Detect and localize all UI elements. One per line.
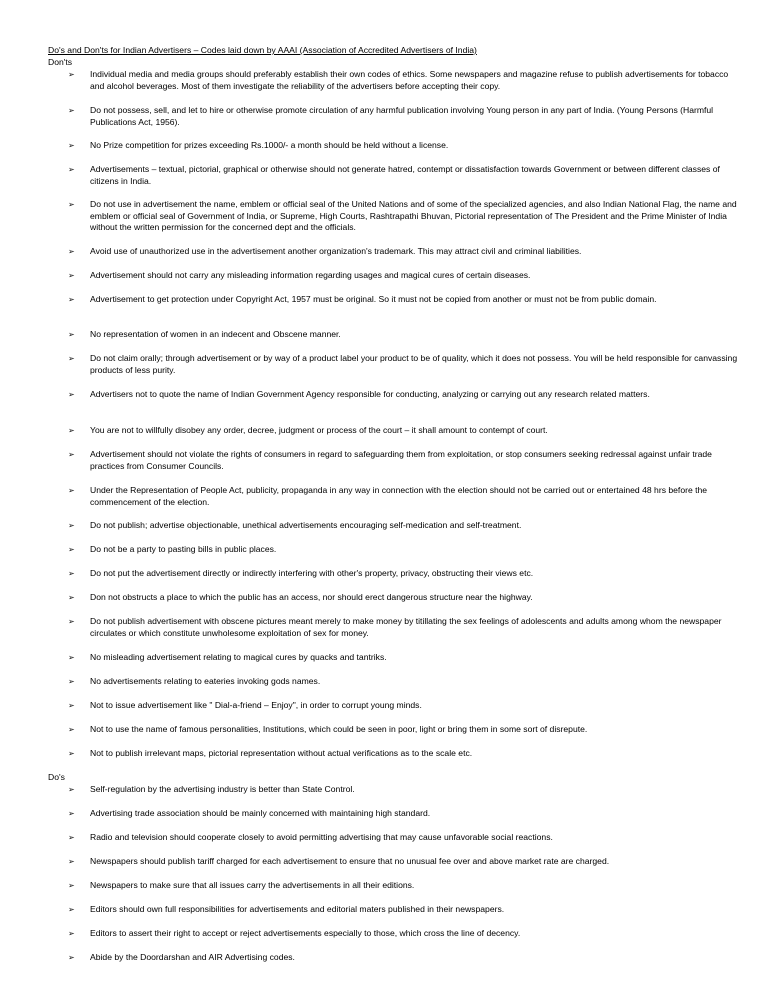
- donts-item-text: Individual media and media groups should preferably establish their own codes of ethics. Some newspapers and magazine refuse to publish advertisements for tobacco and alcohol beverages. Most of them investigate the reliability of the advertisers before accepting their copy.: [90, 69, 729, 91]
- donts-item: [68, 294, 738, 306]
- donts-item-text: Advertisements – textual, pictorial, graphical or otherwise should not generate hatred, contempt or dissatisfaction towards Government or between different classes of citizens in India.: [90, 164, 720, 186]
- donts-item: [68, 246, 738, 258]
- donts-item: [68, 425, 738, 437]
- dos-item-text: Newspapers to make sure that all issues carry the advertisements in all their editions.: [90, 880, 415, 890]
- arrow-bullet-icon: ➢: [68, 450, 75, 459]
- arrow-bullet-icon: ➢: [68, 545, 75, 554]
- arrow-bullet-icon: ➢: [68, 390, 75, 399]
- donts-item-text: No misleading advertisement relating to magical cures by quacks and tantriks.: [90, 652, 387, 662]
- arrow-bullet-icon: ➢: [68, 486, 75, 495]
- arrow-bullet-icon: ➢: [68, 725, 75, 734]
- donts-item-text: You are not to willfully disobey any order, decree, judgment or process of the court – it shall amount to contempt of court.: [90, 425, 548, 435]
- arrow-bullet-icon: ➢: [68, 354, 75, 363]
- arrow-bullet-icon: ➢: [68, 809, 75, 818]
- donts-item-text: Do not claim orally; through advertisement or by way of a product label your product to be of quality, which it does not possess. You will be held responsible for canvassing products of less purity.: [90, 353, 738, 375]
- donts-item-text: Do not put the advertisement directly or indirectly interfering with other's property, privacy, obstructing their views etc.: [90, 568, 534, 578]
- arrow-bullet-icon: ➢: [68, 165, 75, 174]
- donts-item: [68, 69, 738, 92]
- dos-item-text: Editors to assert their right to accept or reject advertisements especially to those, which cross the line of decency.: [90, 928, 521, 938]
- donts-item: [68, 270, 738, 282]
- donts-item-text: Not to publish irrelevant maps, pictorial representation without actual verifications as to the scale etc.: [90, 748, 473, 758]
- arrow-bullet-icon: ➢: [68, 653, 75, 662]
- arrow-bullet-icon: ➢: [68, 677, 75, 686]
- donts-item-text: Do not possess, sell, and let to hire or otherwise promote circulation of any harmful publication involving Young person in any part of India. (Young Persons (Harmful Publications Act, 1956).: [90, 105, 714, 127]
- arrow-bullet-icon: ➢: [68, 593, 75, 602]
- arrow-bullet-icon: ➢: [68, 857, 75, 866]
- dos-item: [68, 928, 738, 940]
- donts-item: [68, 140, 738, 152]
- donts-item-text: No representation of women in an indecent and Obscene manner.: [90, 329, 341, 339]
- donts-item-text: Under the Representation of People Act, publicity, propaganda in any way in connection with the election should not be carried out or entertained 48 hrs before the commencement of the election.: [90, 485, 708, 507]
- donts-item-text: Advertisement should not carry any misleading information regarding usages and magical cures of certain diseases.: [90, 270, 531, 280]
- dos-item: [68, 832, 738, 844]
- donts-item: [68, 568, 738, 580]
- document-title: Do's and Don'ts for Indian Advertisers – Codes laid down by AAAI (Association of Accredited Advertisers of India): [48, 45, 477, 55]
- donts-item: [68, 748, 738, 760]
- donts-item-text: No Prize competition for prizes exceeding Rs.1000/- a month should be held without a license.: [90, 140, 449, 150]
- arrow-bullet-icon: ➢: [68, 785, 75, 794]
- donts-item-text: Not to use the name of famous personalities, Institutions, which could be seen in poor, light or bring them in some sort of disrepute.: [90, 724, 588, 734]
- donts-item: [68, 449, 738, 472]
- arrow-bullet-icon: ➢: [68, 953, 75, 962]
- donts-item: [68, 652, 738, 664]
- donts-item-text: Advertisement to get protection under Copyright Act, 1957 must be original. So it must not be copied from another or must not be from public domain.: [90, 294, 657, 304]
- dos-item: [68, 952, 738, 964]
- arrow-bullet-icon: ➢: [68, 247, 75, 256]
- dos-item-text: Editors should own full responsibilities for advertisements and editorial maters published in their newspapers.: [90, 904, 505, 914]
- donts-item: [68, 164, 738, 187]
- dos-item: [68, 808, 738, 820]
- arrow-bullet-icon: ➢: [68, 569, 75, 578]
- arrow-bullet-icon: ➢: [68, 749, 75, 758]
- arrow-bullet-icon: ➢: [68, 271, 75, 280]
- dos-item: [68, 784, 738, 796]
- dos-item-text: Radio and television should cooperate closely to avoid permitting advertising that may cause unfavorable social reactions.: [90, 832, 553, 842]
- arrow-bullet-icon: ➢: [68, 330, 75, 339]
- dos-item: [68, 856, 738, 868]
- arrow-bullet-icon: ➢: [68, 70, 75, 79]
- donts-item-text: No advertisements relating to eateries invoking gods names.: [90, 676, 321, 686]
- donts-item: [68, 389, 738, 401]
- arrow-bullet-icon: ➢: [68, 426, 75, 435]
- arrow-bullet-icon: ➢: [68, 521, 75, 530]
- arrow-bullet-icon: ➢: [68, 295, 75, 304]
- arrow-bullet-icon: ➢: [68, 617, 75, 626]
- donts-item-text: Advertisement should not violate the rights of consumers in regard to safeguarding them from exploitation, or stop consumers seeking redressal against unfair trade practices from Consumer Councils.: [90, 449, 712, 471]
- dos-item: [68, 880, 738, 892]
- donts-item-text: Don not obstructs a place to which the public has an access, nor should erect dangerous structure near the highway.: [90, 592, 533, 602]
- arrow-bullet-icon: ➢: [68, 200, 75, 209]
- arrow-bullet-icon: ➢: [68, 106, 75, 115]
- donts-item: [68, 520, 738, 532]
- donts-item-text: Avoid use of unauthorized use in the advertisement another organization's trademark. This may attract civil and criminal liabilities.: [90, 246, 582, 256]
- dos-item: [68, 904, 738, 916]
- dos-item-text: Self-regulation by the advertising industry is better than State Control.: [90, 784, 355, 794]
- donts-item-text: Do not publish; advertise objectionable, unethical advertisements encouraging self-medication and self-treatment.: [90, 520, 522, 530]
- donts-item: [68, 353, 738, 376]
- donts-item: [68, 724, 738, 736]
- donts-item-text: Advertisers not to quote the name of Indian Government Agency responsible for conducting, analyzing or carrying out any research related matters.: [90, 389, 650, 399]
- dos-heading: Do's: [48, 772, 65, 782]
- donts-item-text: Do not use in advertisement the name, emblem or official seal of the United Nations and of some of the specialized agencies, and also Indian National Flag, the name and emblem or official seal of Government of India, or Supreme, High Courts, Rashtrapathi Bhuvan, Pictorial representation of The President and the Prime Minister of India without the written permission for the concerned dept and the officials.: [90, 199, 737, 232]
- donts-item: [68, 676, 738, 688]
- arrow-bullet-icon: ➢: [68, 905, 75, 914]
- dos-item-text: Advertising trade association should be mainly concerned with maintaining high standard.: [90, 808, 431, 818]
- donts-item: [68, 199, 738, 234]
- donts-item: [68, 592, 738, 604]
- donts-item: [68, 544, 738, 556]
- arrow-bullet-icon: ➢: [68, 141, 75, 150]
- donts-item: [68, 616, 738, 639]
- donts-item-text: Do not publish advertisement with obscene pictures meant merely to make money by titillating the sex feelings of adolescents and adults among whom the newspaper circulates or which constitute unwholesome exploitation of sex for money.: [90, 616, 722, 638]
- donts-item: [68, 485, 738, 508]
- arrow-bullet-icon: ➢: [68, 881, 75, 890]
- donts-item-text: Not to issue advertisement like " Dial-a-friend – Enjoy", in order to corrupt young minds.: [90, 700, 422, 710]
- arrow-bullet-icon: ➢: [68, 929, 75, 938]
- donts-item: [68, 105, 738, 128]
- donts-item: [68, 700, 738, 712]
- dos-item-text: Newspapers should publish tariff charged for each advertisement to ensure that no unusual fee over and above market rate are charged.: [90, 856, 610, 866]
- arrow-bullet-icon: ➢: [68, 833, 75, 842]
- dos-item-text: Abide by the Doordarshan and AIR Advertising codes.: [90, 952, 295, 962]
- donts-item: [68, 329, 738, 341]
- arrow-bullet-icon: ➢: [68, 701, 75, 710]
- donts-heading: Don'ts: [48, 57, 73, 67]
- donts-item-text: Do not be a party to pasting bills in public places.: [90, 544, 277, 554]
